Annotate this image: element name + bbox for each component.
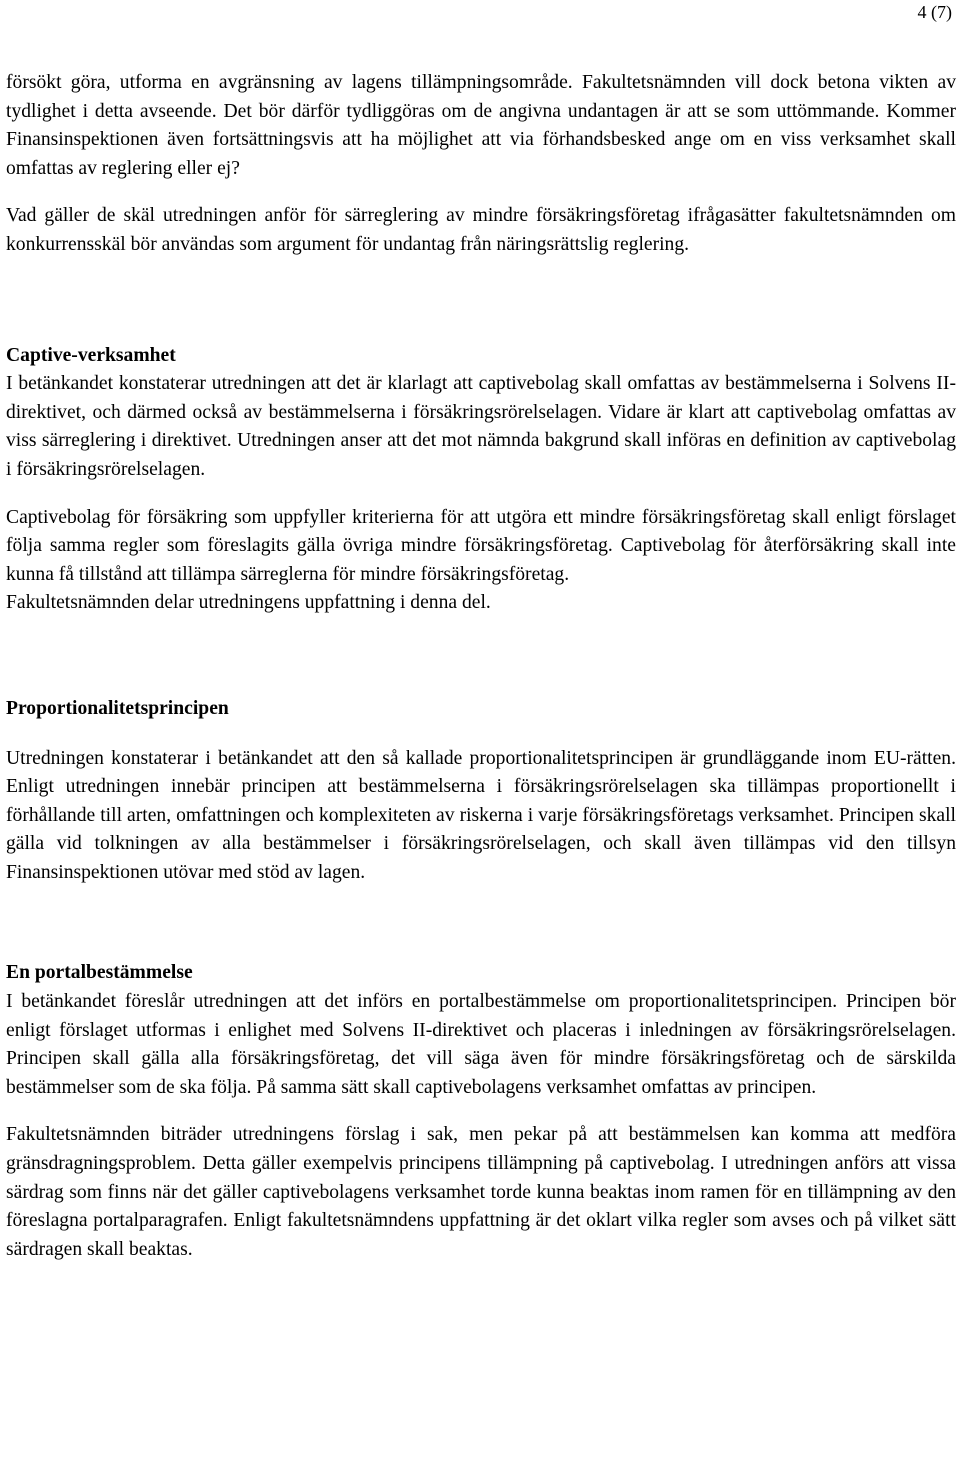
section-heading-captive: Captive-verksamhet: [6, 344, 176, 366]
section-heading-portal: En portalbestämmelse: [6, 962, 193, 984]
intro-paragraph-1: försökt göra, utforma en avgränsning av lagens tillämpningsområde. Fakultetsnämnden vill dock betona vikten av tydlighet i detta avseende. Det bör därför tydliggöras om de angivna undantagen är att se som uttömmande. Kommer Finansinspektionen även fortsättningsvis att ha möjlighet att via förhandsbesked ange om en viss verksamhet skall omfattas av reglering eller ej?: [6, 72, 956, 179]
captive-paragraph-3: Fakultetsnämnden delar utredningens uppfattning i denna del.: [6, 592, 491, 614]
portal-paragraph-2: Fakultetsnämnden biträder utredningens förslag i sak, men pekar på att bestämmelsen kan komma att medföra gränsdragningsproblem. Detta gäller exempelvis principens tillämpning på captivebolag. I utredningen anförs att vissa särdrag som finns när det gäller captivebolagens verksamhet torde kunna beaktas inom ramen för en tillämpning av den föreslagna portalparagrafen. Enligt fakultetsnämndens uppfattning är det oklart vilka regler som avses och på vilket sätt särdragen skall beaktas.: [6, 1124, 956, 1260]
intro-paragraph-2: Vad gäller de skäl utredningen anför för särreglering av mindre försäkringsföretag ifrågasätter fakultetsnämnden om konkurrensskäl bör användas som argument för undantag från näringsrättslig reglering.: [6, 205, 956, 255]
section-heading-proportionality: Proportionalitetsprincipen: [6, 697, 229, 719]
page-number: 4 (7): [917, 2, 952, 22]
captive-paragraph-1: I betänkandet konstaterar utredningen att det är klarlagt att captivebolag skall omfattas av bestämmelserna i Solvens II-direktivet, och därmed också av bestämmelserna i försäkringsrörelselagen. Vidare är klart att captivebolag omfattas av viss särreglering i direktivet. Utredningen anser att det mot nämnda bakgrund skall införas en definition av captivebolag i försäkringsrörelselagen.: [6, 373, 956, 480]
portal-paragraph-1: I betänkandet föreslår utredningen att det införs en portalbestämmelse om proportionalitetsprincipen. Principen bör enligt förslaget utformas i enlighet med Solvens II-direktivet och placeras i inledningen av försäkringsrörelselagen. Principen skall gälla alla försäkringsföretag, det vill säga även för mindre försäkringsföretag och de särskilda bestämmelser som de ska följa. På samma sätt skall captivebolagens verksamhet omfattas av principen.: [6, 991, 956, 1098]
document-body: [6, 69, 956, 1264]
captive-paragraph-2: Captivebolag för försäkring som uppfyller kriterierna för att utgöra ett mindre försäkringsföretag skall enligt förslaget följa samma regler som föreslagits gälla övriga mindre försäkringsföretag. Captivebolag för återförsäkring skall inte kunna få tillstånd att tillämpa särreglerna för mindre försäkringsföretag.: [6, 506, 956, 585]
proportionality-paragraph-1: Utredningen konstaterar i betänkandet att den så kallade proportionalitetsprincipen är grundläggande inom EU-rätten. Enligt utredningen innebär principen att bestämmelserna i försäkringsrörelselagen ska tillämpas proportionellt i förhållande till arten, omfattningen och komplexiteten av riskerna i varje försäkringsföretags verksamhet. Principen skall gälla vid tolkningen av alla bestämmelser i försäkringsrörelselagen, och skall även tillämpas vid den tillsyn Finansinspektionen utövar med stöd av lagen.: [6, 747, 956, 883]
